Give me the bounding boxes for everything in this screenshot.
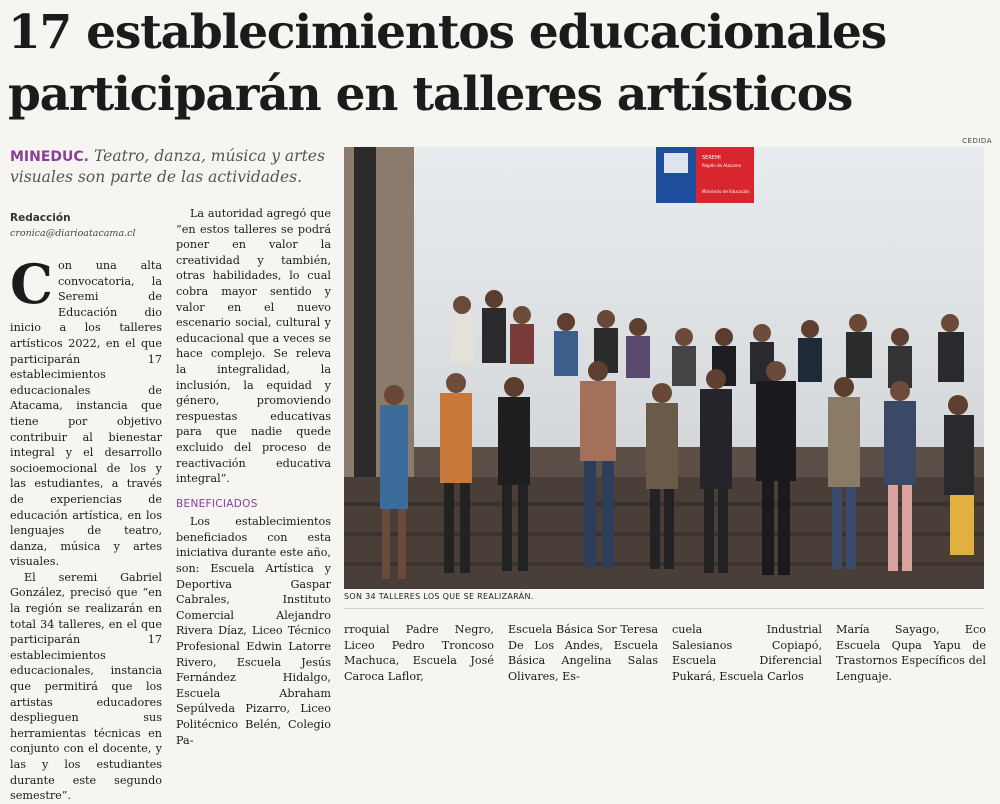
section-heading: BENEFICIADOS — [176, 497, 258, 510]
drop-cap: C — [10, 252, 53, 316]
caption-rule — [344, 608, 984, 609]
banner-top-text: SEREMI — [702, 155, 721, 161]
photo-credit: CEDIDA — [962, 137, 992, 145]
lead-summary — [10, 146, 330, 187]
banner-sub-text: Región de Atacama — [702, 163, 741, 168]
column2-paragraph-1: La autoridad agregó que “en estos talleres se podrá poner en valor la creatividad y también, otras habilidades, lo cual cobra mayor sentido y valor en el nuevo escenario social, cultural y educacional que a veces se hace complejo. Se releva la integralidad, la inclusión, la equidad y género, promoviendo respuestas educativas para que nadie quede excluido del proceso de reactivación educativa integral”. — [176, 207, 331, 486]
bottom-column-4: María Sayago, Eco Escuela Qupa Yapu de Trastornos Específicos del Lenguaje. — [836, 623, 986, 683]
headline — [8, 2, 993, 126]
bottom-column-3: cuela Industrial Salesianos Copiapó, Escuela Diferencial Pukará, Escuela Carlos — [672, 623, 822, 683]
article-column-1 — [10, 252, 162, 804]
headline-line-2: participarán en talleres artísticos — [8, 67, 853, 122]
column1-paragraph-2: El seremi Gabriel González, precisó que “en la región se realizarán en total 34 talleres, en el que participarán 17 establecimientos educacionales, instancia que permitirá que los artistas educadores desplieguen sus herramientas técnicas en conjunto con el docente, y las y los estudiantes durante este segundo semestre”. — [10, 570, 162, 803]
column2-paragraph-2: Los establecimientos beneficiados con esta iniciativa durante este año, son: Escuela Artística y Deportiva Gaspar Cabrales, Instituto Comercial Alejandro Rivera Díaz, Liceo Técnico Profesional Edwin Latorre Rivero, Escuela Jesús Fernández Hidalgo, Escuela Abraham Sepúlveda Pizarro, Liceo Politécnico Belén, Colegio Pa- — [176, 515, 331, 747]
column1-paragraph-1: Con una alta convocatoria, la Seremi de Educación dio inicio a los talleres artísticos 2022, en el que participarán 17 establecimientos educacionales de Atacama, instancia que tiene por objetivo contribuir al bienestar integral y el desarrollo socioemocional de los y las estudiantes, a través de experiencias de educación artística, en los lenguajes de teatro, danza, música y artes visuales. — [10, 252, 162, 569]
byline-email: cronica@diarioatacama.cl — [10, 228, 136, 239]
banner-text: Ministerio de Educación — [702, 189, 750, 194]
byline-author: Redacción — [10, 212, 71, 224]
bottom-column-2: Escuela Básica Sor Teresa De Los Andes, Escuela Básica Angelina Salas Olivares, Es- — [508, 623, 658, 683]
group-photo-illustration — [344, 147, 984, 589]
headline-line-1: 17 establecimientos educacionales — [8, 5, 887, 60]
bottom-column-1: rroquial Padre Negro, Liceo Pedro Troncoso Machuca, Escuela José Caroca Laflor, — [344, 623, 494, 683]
article-column-2 — [176, 206, 331, 748]
photo-caption: SON 34 TALLERES LOS QUE SE REALIZARÁN. — [344, 592, 534, 601]
group-photo — [344, 147, 984, 589]
lead-text: Teatro, danza, música y artes visuales son parte de las actividades. — [10, 147, 325, 186]
lead-kicker: MINEDUC. — [10, 149, 90, 165]
